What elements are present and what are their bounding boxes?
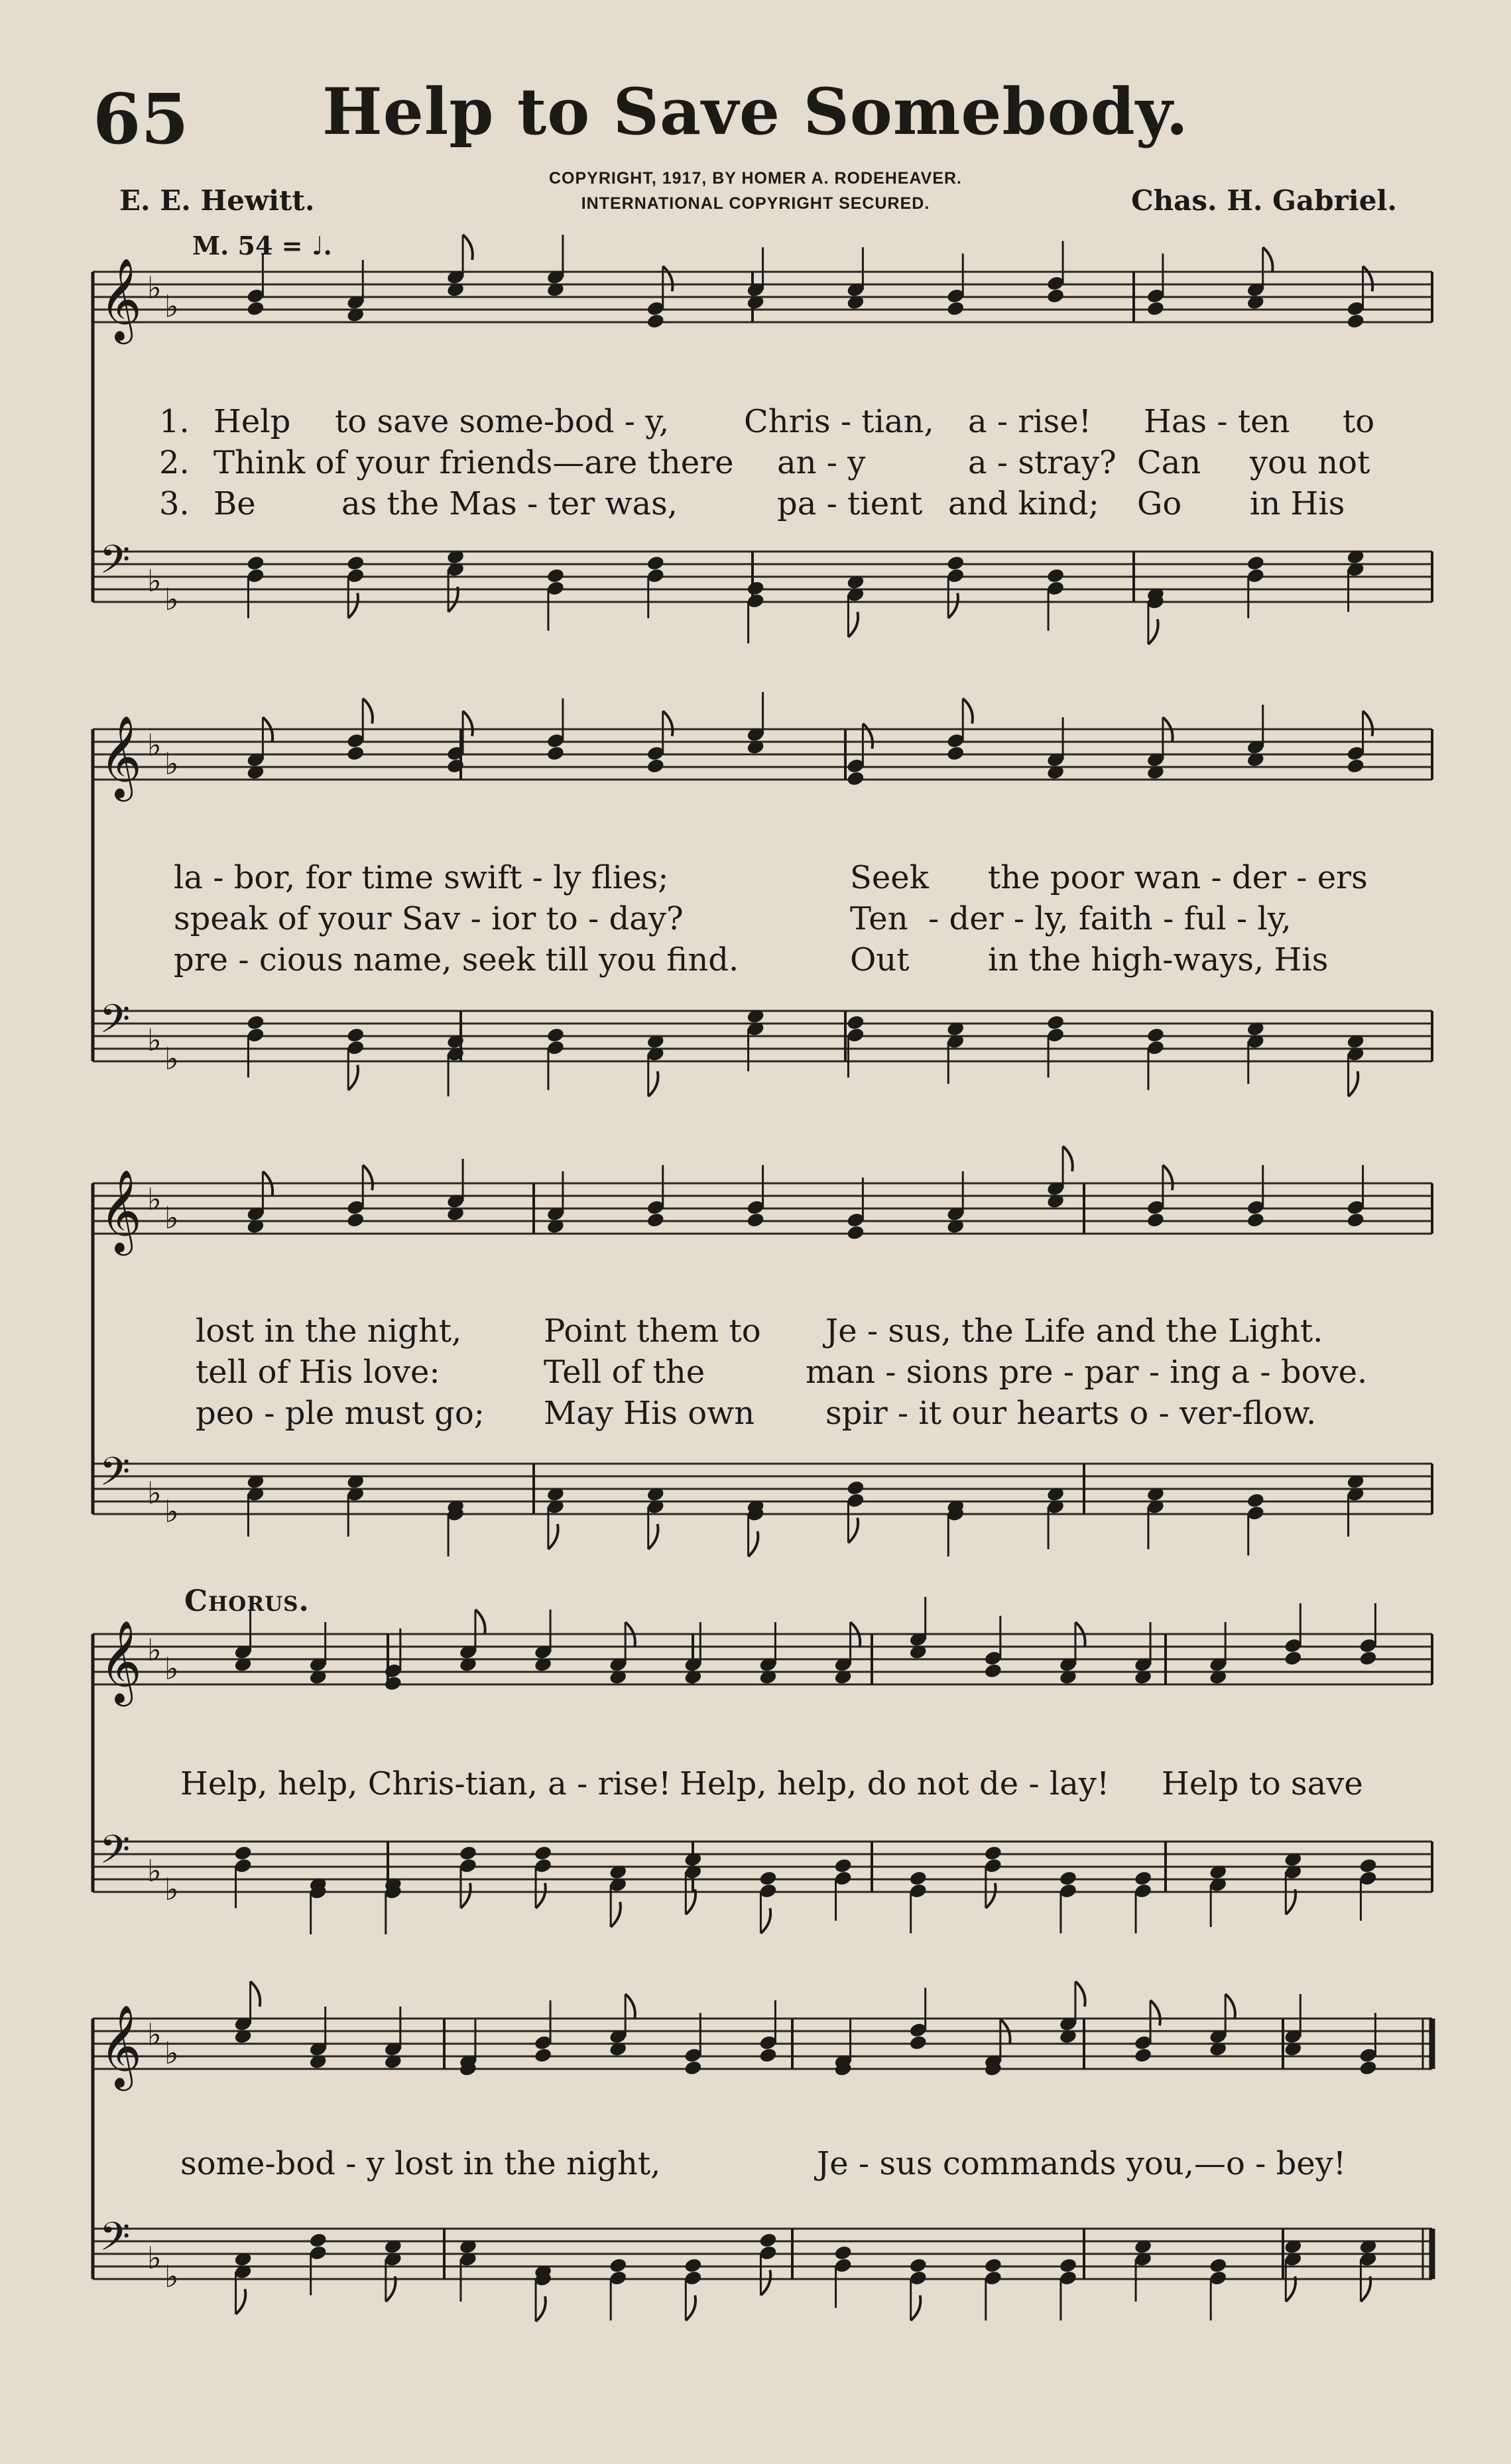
hymn-number: 65 [93,78,189,160]
note-head [833,1857,853,1874]
lyric-text: peo - ple must go; [196,1395,485,1432]
lyric-text: la - bor, for time swift - ly flies; [174,859,669,896]
note-flag [1075,1981,1085,2007]
lyric-text: Ten [850,900,908,937]
note-flag [363,1165,373,1191]
lyric-text: man - sions pre - par - ing a - bove. [806,1354,1368,1391]
copyright-line: COPYRIGHT, 1917, BY HOMER A. RODEHEAVER. [549,169,962,188]
lyric-text: Je - sus commands you,—o - bey! [817,2145,1347,2182]
treble-clef-icon: 𝄞 [99,1620,142,1703]
note-head [833,2245,853,2261]
note-head [646,313,665,329]
note-head [459,1845,478,1861]
note-head [1146,1212,1166,1228]
note-flag [686,2296,695,2321]
note-head [534,1845,553,1861]
author: E. E. Hewitt. [119,184,315,217]
lyric-text: Think of your friends—are there [213,444,734,481]
lyric-text: May His own [544,1395,755,1432]
note-flag [251,1981,261,2007]
copyright-line: INTERNATIONAL COPYRIGHT SECURED. [581,194,930,213]
note-head [1146,300,1166,317]
lyric-text: the poor wan - der - ers [988,859,1368,896]
note-flag [663,711,673,736]
note-head [1346,313,1365,329]
lyric-text: Help to save [1162,1765,1363,1802]
lyric-text: - der - ly, faith - ful - ly, [928,900,1292,937]
note-head [908,2257,928,2274]
lyric-text: and kind; [948,485,1099,522]
flat-icon: ♭ [147,1022,162,1058]
flat-icon: ♭ [164,2259,179,2294]
note-flag [1225,1994,1235,2019]
note-head [1046,1014,1065,1031]
flat-icon: ♭ [147,1475,162,1511]
note-flag [536,1883,546,1908]
note-head [346,555,365,571]
note-flag [1360,2276,1370,2302]
note-head [246,1014,265,1031]
note-head [684,2060,703,2076]
note-head [646,555,665,571]
lyric-text: Be [213,485,256,522]
note-flag [463,711,473,736]
note-flag [386,2276,396,2302]
lyric-text: Can [1137,444,1201,481]
lyric-text: a - stray? [968,444,1117,481]
flat-icon: ♭ [147,2240,162,2276]
lyric-text: Tell of the [544,1354,705,1391]
note-flag [863,724,873,749]
bass-clef-icon: 𝄢 [99,996,131,1051]
note-head [546,567,566,584]
note-head [983,1845,1002,1861]
flat-icon: ♭ [164,746,179,782]
lyric-text: as the Mas - ter was, [341,485,678,522]
treble-clef-icon: 𝄞 [99,258,142,341]
note-head [534,2047,553,2064]
note-head [1046,288,1065,304]
note-flag [1148,619,1158,644]
note-flag [236,2289,246,2314]
lyric-text: some-bod - y lost in the night, [180,2145,661,2182]
note-head [1059,2257,1078,2274]
lyric-line [0,485,1511,522]
note-flag [948,593,958,618]
note-flag [749,1531,758,1556]
note-head [1209,2257,1228,2274]
note-flag [963,699,973,724]
note-flag [648,1524,658,1549]
note-head [746,580,765,597]
lyric-line [0,1354,1511,1391]
note-flag [648,1071,658,1096]
lyric-text: Help, help, Chris-tian, a - rise! [180,1765,672,1802]
bass-clef-icon: 𝄢 [99,1448,131,1504]
lyric-text: to save some-bod - y, [335,403,670,440]
note-head [383,1675,402,1692]
lyric-text: pre - cious name, seek till you find. [174,941,739,978]
lyric-line [0,1395,1511,1432]
note-flag [1286,2276,1296,2302]
lyric-text: speak of your Sav - ior to - day? [174,900,684,937]
note-flag [475,1610,485,1635]
note-flag [548,1524,558,1549]
note-flag [1063,1146,1073,1171]
note-head [1284,1650,1303,1667]
note-flag [348,1065,358,1090]
note-head [1134,2047,1153,2064]
treble-clef-icon: 𝄞 [99,2005,142,2087]
note-flag [911,2296,921,2321]
note-head [846,770,865,787]
note-head [546,745,566,762]
lyric-line [0,859,1511,896]
note-flag [1263,247,1273,272]
note-head [346,745,365,762]
note-head [1359,2060,1378,2076]
note-head [1246,555,1265,571]
lyric-text: Je - sus, the Life and the Light. [825,1313,1323,1350]
note-head [758,2047,778,2064]
note-head [609,2257,628,2274]
note-head [346,1027,365,1043]
bass-clef-icon: 𝄢 [99,2213,131,2269]
flat-icon: ♭ [147,1632,162,1668]
hymn-title: Help to Save Somebody. [322,74,1189,149]
bass-clef-icon: 𝄢 [99,1826,131,1882]
note-flag [1286,1889,1296,1914]
flat-icon: ♭ [147,1181,162,1217]
flat-icon: ♭ [164,288,179,324]
note-flag [1150,2001,1160,2026]
flat-icon: ♭ [164,1494,179,1529]
note-flag [986,1883,996,1908]
composer: Chas. H. Gabriel. [1131,184,1397,217]
lyric-text: 2. [159,444,190,481]
lyric-line [0,1313,1511,1350]
lyric-text: Out [850,941,910,978]
bass-clef-icon: 𝄢 [99,536,131,592]
note-head [1134,1870,1153,1887]
note-flag [463,235,473,260]
lyric-text: pa - tient [777,485,923,522]
note-flag [663,266,673,292]
lyric-text: to [1343,403,1375,440]
lyric-text: a - rise! [968,403,1091,440]
flat-icon: ♭ [147,563,162,599]
note-head [946,555,965,571]
treble-clef-icon: 𝄞 [99,1169,142,1252]
note-head [1246,1212,1265,1228]
lyric-text: in the high-ways, His [988,941,1329,978]
note-head [446,758,465,774]
note-head [758,1870,778,1887]
lyric-text: Chris - tian, [744,403,934,440]
note-head [1346,758,1365,774]
note-head [946,300,965,317]
flat-icon: ♭ [164,2035,179,2071]
note-head [646,1212,665,1228]
lyric-text: Help, help, do not de - lay! [680,1765,1110,1802]
note-head [983,1663,1002,1679]
lyric-text: you not [1250,444,1370,481]
treble-clef-icon: 𝄞 [99,715,142,798]
note-flag [448,587,458,612]
lyric-line [0,941,1511,978]
note-flag [611,1902,621,1927]
lyric-line [0,1765,1511,1802]
lyric-text: Go [1137,485,1182,522]
note-flag [625,1994,635,2019]
lyric-text: tell of His love: [196,1354,440,1391]
note-head [758,2232,778,2249]
note-flag [1163,1165,1173,1191]
flat-icon: ♭ [147,1853,162,1889]
note-head [233,1845,253,1861]
note-head [1346,1212,1365,1228]
lyric-text: Point them to [544,1313,761,1350]
flat-icon: ♭ [147,2017,162,2052]
note-head [846,1014,865,1031]
lyric-text: spir - it our hearts o - ver-flow. [825,1395,1317,1432]
note-flag [1349,1071,1359,1096]
note-head [1359,1650,1378,1667]
note-flag [760,1908,770,1934]
note-head [308,2232,328,2249]
lyric-line [0,444,1511,481]
flat-icon: ♭ [147,727,162,763]
note-head [1146,1027,1166,1043]
lyric-text: lost in the night, [196,1313,462,1350]
lyric-line [0,403,1511,440]
note-head [646,758,665,774]
chorus-label: Chorus. [184,1584,310,1618]
note-head [946,745,965,762]
note-flag [848,612,858,637]
note-flag [363,699,373,724]
note-head [1246,1492,1265,1509]
note-flag [1363,711,1373,736]
note-flag [760,2270,770,2296]
note-head [983,2257,1002,2274]
lyric-text: an - y [777,444,866,481]
note-head [846,1224,865,1241]
note-flag [348,593,358,618]
note-flag [686,1889,695,1914]
lyric-line [0,900,1511,937]
note-head [1359,1857,1378,1874]
note-head [746,1212,765,1228]
note-head [1059,1870,1078,1887]
note-head [546,1027,566,1043]
note-head [1046,567,1065,584]
flat-icon: ♭ [147,270,162,306]
tempo-marking: M. 54 = ♩. [192,231,332,261]
lyric-text: Help [213,403,291,440]
note-head [346,1212,365,1228]
flat-icon: ♭ [164,1871,179,1907]
note-head [246,300,265,317]
lyric-text: 3. [159,485,190,522]
note-head [846,1480,865,1496]
note-flag [1363,266,1373,292]
lyric-text: in His [1250,485,1345,522]
note-flag [848,1518,858,1543]
lyric-text: Has - ten [1144,403,1290,440]
lyric-text: 1. [159,403,190,440]
flat-icon: ♭ [164,1041,179,1077]
note-flag [461,1883,471,1908]
flat-icon: ♭ [164,581,179,617]
flat-icon: ♭ [164,1651,179,1686]
flat-icon: ♭ [164,1200,179,1236]
note-head [246,555,265,571]
lyric-line [0,2145,1511,2182]
note-head [908,2034,928,2051]
note-head [908,1870,928,1887]
lyric-text: Seek [850,859,929,896]
note-flag [536,2296,546,2321]
note-head [684,2257,703,2274]
